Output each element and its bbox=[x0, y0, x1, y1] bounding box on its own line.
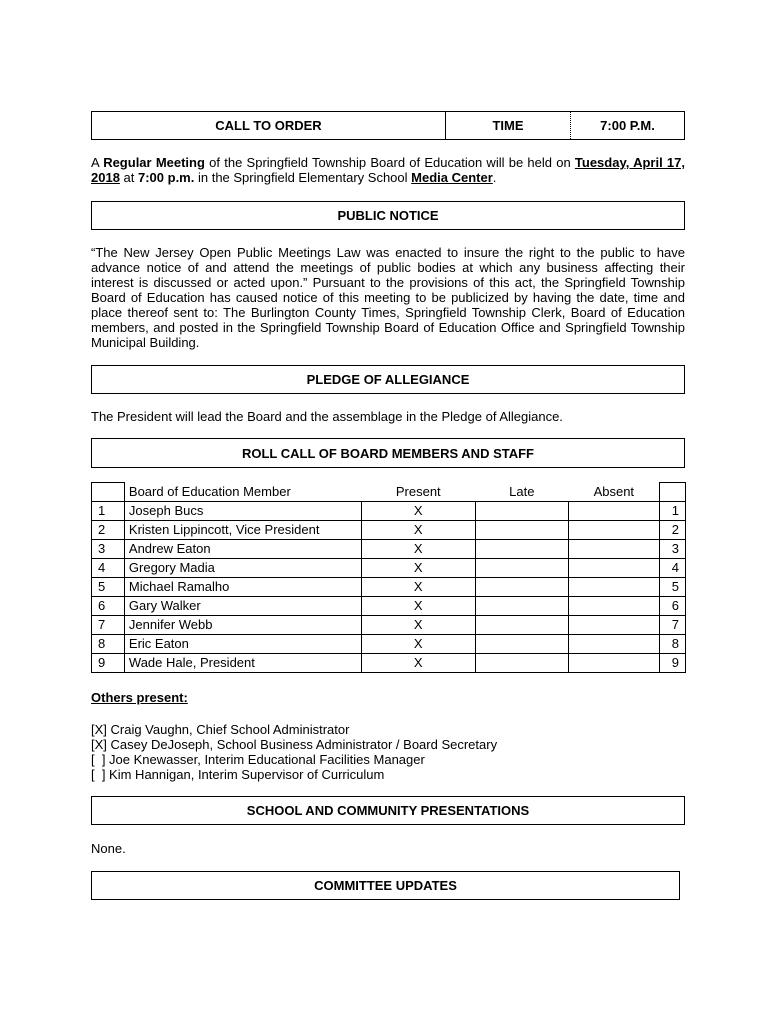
list-item: [X] Craig Vaughn, Chief School Administrator bbox=[91, 722, 350, 737]
member-name: Andrew Eaton bbox=[124, 540, 361, 559]
roll-call-heading: ROLL CALL OF BOARD MEMBERS AND STAFF bbox=[91, 438, 685, 468]
late-mark bbox=[476, 597, 569, 616]
row-number: 3 bbox=[92, 540, 125, 559]
meeting-notice bbox=[91, 155, 685, 185]
call-to-order-label: CALL TO ORDER bbox=[92, 112, 446, 139]
member-name: Joseph Bucs bbox=[124, 502, 361, 521]
meeting-location: Media Center bbox=[411, 170, 493, 185]
present-mark: X bbox=[361, 635, 475, 654]
list-item: [X] Casey DeJoseph, School Business Administrator / Board Secretary bbox=[91, 737, 498, 752]
absent-mark bbox=[568, 654, 660, 673]
table-row bbox=[92, 635, 686, 654]
meeting-type: Regular Meeting bbox=[103, 155, 205, 170]
present-mark: X bbox=[361, 597, 475, 616]
absent-mark bbox=[568, 635, 660, 654]
row-number: 6 bbox=[92, 597, 125, 616]
absent-row-number: 5 bbox=[660, 578, 686, 597]
absent-mark bbox=[568, 502, 660, 521]
absent-row-number: 2 bbox=[660, 521, 686, 540]
table-row bbox=[92, 597, 686, 616]
row-number: 9 bbox=[92, 654, 125, 673]
row-number: 4 bbox=[92, 559, 125, 578]
presentations-heading: SCHOOL AND COMMUNITY PRESENTATIONS bbox=[91, 796, 685, 825]
absent-row-number: 3 bbox=[660, 540, 686, 559]
row-number: 2 bbox=[92, 521, 125, 540]
late-column-header: Late bbox=[476, 483, 569, 502]
pledge-heading: PLEDGE OF ALLEGIANCE bbox=[91, 365, 685, 394]
meeting-notice-text: A bbox=[91, 155, 104, 170]
absent-row-number: 7 bbox=[660, 616, 686, 635]
present-mark: X bbox=[361, 521, 475, 540]
late-mark bbox=[476, 616, 569, 635]
late-mark bbox=[476, 521, 569, 540]
absent-mark bbox=[568, 616, 660, 635]
member-column-header: Board of Education Member bbox=[124, 483, 361, 502]
absent-column-header: Absent bbox=[568, 483, 660, 502]
roll-call-table bbox=[91, 482, 686, 673]
meeting-date: Tuesday, April 17, 2018 bbox=[91, 155, 685, 185]
table-row bbox=[92, 654, 686, 673]
absent-row-number: 8 bbox=[660, 635, 686, 654]
time-value: 7:00 P.M. bbox=[600, 118, 655, 133]
absent-mark bbox=[568, 578, 660, 597]
absent-mark bbox=[568, 521, 660, 540]
present-column-header: Present bbox=[361, 483, 475, 502]
others-present-section bbox=[91, 690, 685, 705]
meeting-notice-text: . bbox=[492, 170, 497, 185]
late-mark bbox=[476, 635, 569, 654]
late-mark bbox=[476, 540, 569, 559]
absent-row-number: 9 bbox=[660, 654, 686, 673]
meeting-notice-text: at bbox=[119, 170, 138, 185]
present-mark: X bbox=[361, 654, 475, 673]
table-row bbox=[92, 559, 686, 578]
present-mark: X bbox=[361, 616, 475, 635]
meeting-notice-text: of the Springfield Township Board of Education will be held on bbox=[204, 155, 575, 170]
late-mark bbox=[476, 559, 569, 578]
committee-updates-heading: COMMITTEE UPDATES bbox=[91, 871, 680, 900]
meeting-notice-text: in the Springfield Elementary School bbox=[194, 170, 412, 185]
member-name: Kristen Lippincott, Vice President bbox=[124, 521, 361, 540]
list-item: [ ] Joe Knewasser, Interim Educational Facilities Manager bbox=[91, 752, 425, 767]
time-label: TIME bbox=[446, 112, 571, 139]
table-row bbox=[92, 502, 686, 521]
call-to-order-box bbox=[91, 111, 685, 140]
table-row bbox=[92, 616, 686, 635]
absent-mark bbox=[568, 540, 660, 559]
table-row bbox=[92, 578, 686, 597]
presentations-text: None. bbox=[91, 841, 126, 856]
public-notice-text: “The New Jersey Open Public Meetings Law was enacted to insure the right to the public to have advance notice of and attend the meetings of public bodies at which any business affecting their interest is discussed or acted upon.” Pursuant to the provisions of this act, the Springfield Township Board of Education has caused notice of this meeting to be publicized by having the date, time and place thereof sent to: The Burlington County Times, Springfield Township Clerk, Board of Education members, and posted in the Springfield Township Board of Education Office and Springfield Township Municipal Building. bbox=[91, 245, 685, 350]
late-mark bbox=[476, 578, 569, 597]
member-name: Gregory Madia bbox=[124, 559, 361, 578]
others-present-heading: Others present: bbox=[91, 690, 188, 705]
num-header bbox=[92, 483, 125, 502]
member-name: Wade Hale, President bbox=[124, 654, 361, 673]
table-row bbox=[92, 521, 686, 540]
absent-num-header bbox=[660, 483, 686, 502]
table-row bbox=[92, 540, 686, 559]
public-notice-heading: PUBLIC NOTICE bbox=[91, 201, 685, 230]
absent-mark bbox=[568, 597, 660, 616]
roll-call-header-row bbox=[92, 483, 686, 502]
absent-row-number: 1 bbox=[660, 502, 686, 521]
late-mark bbox=[476, 654, 569, 673]
row-number: 5 bbox=[92, 578, 125, 597]
late-mark bbox=[476, 502, 569, 521]
absent-row-number: 6 bbox=[660, 597, 686, 616]
present-mark: X bbox=[361, 540, 475, 559]
row-number: 1 bbox=[92, 502, 125, 521]
present-mark: X bbox=[361, 578, 475, 597]
member-name: Jennifer Webb bbox=[124, 616, 361, 635]
absent-row-number: 4 bbox=[660, 559, 686, 578]
meeting-time: 7:00 p.m. bbox=[138, 170, 195, 185]
others-present-list bbox=[91, 722, 685, 782]
absent-mark bbox=[568, 559, 660, 578]
member-name: Michael Ramalho bbox=[124, 578, 361, 597]
member-name: Eric Eaton bbox=[124, 635, 361, 654]
present-mark: X bbox=[361, 559, 475, 578]
row-number: 8 bbox=[92, 635, 125, 654]
present-mark: X bbox=[361, 502, 475, 521]
member-name: Gary Walker bbox=[124, 597, 361, 616]
list-item: [ ] Kim Hannigan, Interim Supervisor of Curriculum bbox=[91, 767, 385, 782]
pledge-text: The President will lead the Board and the assemblage in the Pledge of Allegiance. bbox=[91, 409, 563, 424]
row-number: 7 bbox=[92, 616, 125, 635]
